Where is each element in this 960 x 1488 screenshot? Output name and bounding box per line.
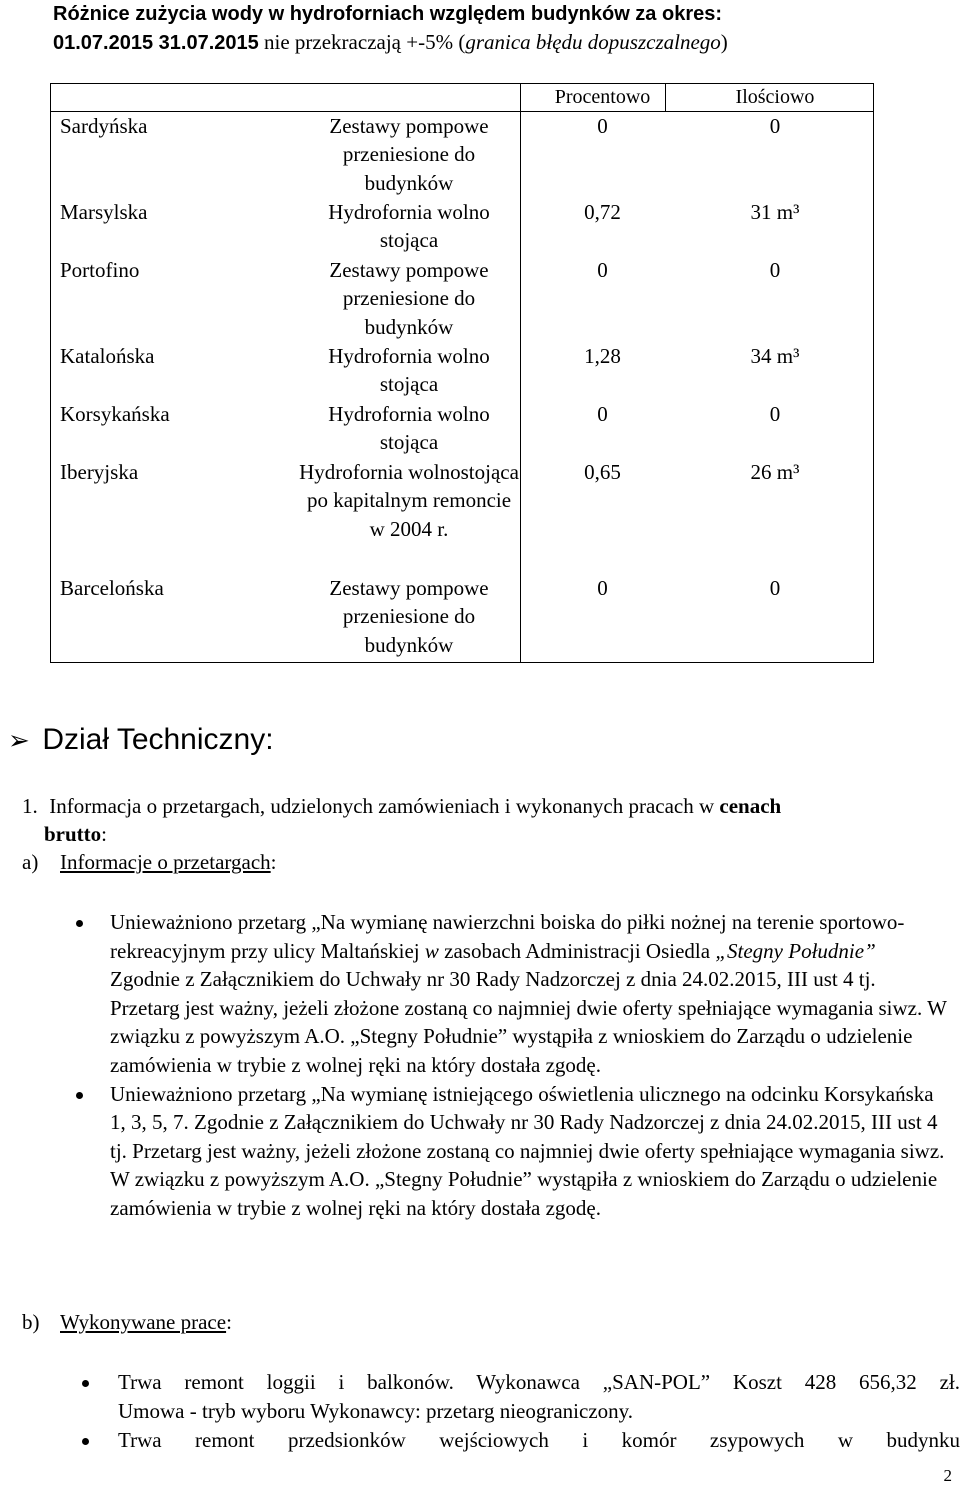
cell-percent: 0: [597, 575, 608, 600]
section-heading: [8, 720, 274, 760]
subsection-a-colon: :: [270, 850, 277, 874]
bullet-italic: „Stegny Południe”: [715, 938, 876, 963]
cell-street: Korsykańska: [60, 401, 170, 426]
item-1-bold-2: brutto: [44, 822, 102, 846]
bullet-icon: [82, 1380, 89, 1387]
cell-street: Sardyńska: [60, 113, 148, 138]
table-row: [50, 400, 875, 458]
bullet-text: zasobach Administracji Osiedla: [438, 938, 716, 963]
table-row: [50, 458, 875, 574]
item-1-text: Informacja o przetargach, udzielonych zamówieniach i wykonanych pracach w: [49, 794, 720, 818]
page-number: 2: [943, 1466, 952, 1485]
cell-street: Katalońska: [60, 343, 155, 368]
bullet-italic: w: [424, 938, 439, 963]
subsection-b-title: Wykonywane prace: [60, 1310, 227, 1334]
cell-desc: Hydrofornia wolno stojąca: [328, 199, 490, 252]
list-item: [0, 1080, 950, 1223]
heading-line-2: [53, 28, 933, 57]
cell-desc: Zestawy pompowe przeniesione do budynków: [329, 575, 489, 657]
cell-desc: Hydrofornia wolno stojąca: [328, 401, 490, 454]
cell-quantity: 0: [769, 257, 781, 282]
item-1-bold-1: cenach: [719, 794, 782, 818]
subsection-a-title: Informacje o przetargach: [60, 850, 271, 874]
bullet-icon: [76, 920, 83, 927]
bullet-list-a: [0, 908, 960, 1223]
subsection-a-label: a): [22, 850, 39, 874]
cell-percent: 0,72: [584, 199, 621, 224]
cell-desc: Hydrofornia wolnostojąca po kapitalnym remoncie w 2004 r.: [299, 459, 519, 541]
bullet-icon: [82, 1438, 89, 1445]
cell-desc: Zestawy pompowe przeniesione do budynków: [329, 257, 489, 339]
header-percent: Procentowo: [554, 86, 651, 108]
heading-line-1: Różnice zużycia wody w hydroforniach względem budynków za okres:: [53, 3, 723, 25]
bullet-continuation: [0, 1397, 960, 1426]
cell-percent: 1,28: [584, 343, 621, 368]
heading: [53, 0, 933, 57]
bullet-text: Unieważniono przetarg „Na wymianę istniejącego oświetlenia ulicznego na odcinku Korsykańska 1, 3, 5, 7. Zgodnie z Załącznikiem do Uchwały nr 30 Rady Nadzorczej z dnia 24.02.2015, III ust 4 tj. Przetarg jest ważny, jeżeli złożone zostaną co najmniej dwie oferty spełniające wymagania siwz. W związku z powyższym A.O. „Stegny Południe” wystąpiła z wnioskiem do Zarządu o udzielenie zamówienia w trybie z wolnej ręki na który dostała zgodę.: [110, 1081, 945, 1220]
cell-quantity: 31 m³: [750, 199, 800, 224]
item-1-colon: :: [101, 822, 108, 846]
table-row: [50, 112, 875, 198]
bullet-icon: [76, 1092, 83, 1099]
water-usage-table: [50, 83, 875, 660]
list-item: [0, 1426, 960, 1455]
heading-italic: granica błędu dopuszczalnego: [465, 30, 721, 54]
cell-street: Barcelońska: [60, 575, 164, 600]
cell-desc: Zestawy pompowe przeniesione do budynków: [329, 113, 489, 195]
cell-quantity: 0: [769, 575, 781, 600]
table-row: [50, 198, 875, 256]
cell-quantity: 0: [769, 113, 781, 138]
subsection-b: [22, 1308, 232, 1336]
cell-percent: 0: [597, 401, 608, 426]
cell-percent: 0: [597, 113, 608, 138]
table-row: [50, 342, 875, 400]
item-1-number: 1.: [22, 794, 38, 818]
cell-percent: 0,65: [584, 459, 621, 484]
cell-quantity: 26 m³: [750, 459, 800, 484]
cell-percent: 0: [597, 257, 608, 282]
cell-desc: Hydrofornia wolno stojąca: [328, 343, 490, 396]
header-quantity: Ilościowo: [735, 86, 815, 108]
bullet-text: Umowa - tryb wyboru Wykonawcy: przetarg nieograniczony.: [118, 1399, 634, 1423]
list-item: [0, 908, 950, 1080]
list-item: [0, 1368, 960, 1397]
bullet-list-b: [0, 1368, 960, 1455]
item-1: [22, 792, 922, 848]
table-row: [50, 256, 875, 342]
bullet-text: Unieważniono przetarg „Na wymianę nawierzchni boiska do piłki nożnej na terenie sportowo-rekreacyjnym przy ulicy Maltańskiej: [110, 910, 905, 963]
section-title: Dział Techniczny:: [42, 723, 274, 756]
cell-quantity: 34 m³: [750, 343, 800, 368]
table-row: [50, 574, 875, 660]
subsection-b-colon: :: [226, 1310, 232, 1334]
subsection-b-label: b): [22, 1310, 40, 1334]
cell-quantity: 0: [769, 401, 781, 426]
cell-street: Iberyjska: [60, 459, 139, 484]
arrow-bullet-icon: ➢: [8, 725, 30, 755]
bullet-text: Trwa remont loggii i balkonów. Wykonawca „SAN-POL” Koszt 428 656,32 zł.: [118, 1370, 960, 1394]
cell-street: Portofino: [60, 257, 140, 282]
subsection-a: [22, 848, 277, 876]
cell-street: Marsylska: [60, 199, 148, 224]
heading-rest-end: ): [720, 30, 728, 54]
table-header-row: [50, 83, 875, 112]
bullet-text: Zgodnie z Załącznikiem do Uchwały nr 30 Rady Nadzorczej z dnia 24.02.2015, III ust 4 tj. Przetarg jest ważny, jeżeli złożone zostaną co najmniej dwie oferty spełniające wymagania siwz. W związku z powyższym A.O. „Stegny Południe” wystąpiła z wnioskiem do Zarządu o udzielenie zamówienia w trybie z wolnej ręki na który dostała zgodę.: [110, 967, 947, 1077]
heading-dates: 01.07.2015 31.07.2015: [53, 32, 259, 54]
heading-rest: nie przekraczają +-5% (: [258, 30, 466, 54]
bullet-text: Trwa remont przedsionków wejściowych i komór zsypowych w budynku: [118, 1428, 960, 1452]
